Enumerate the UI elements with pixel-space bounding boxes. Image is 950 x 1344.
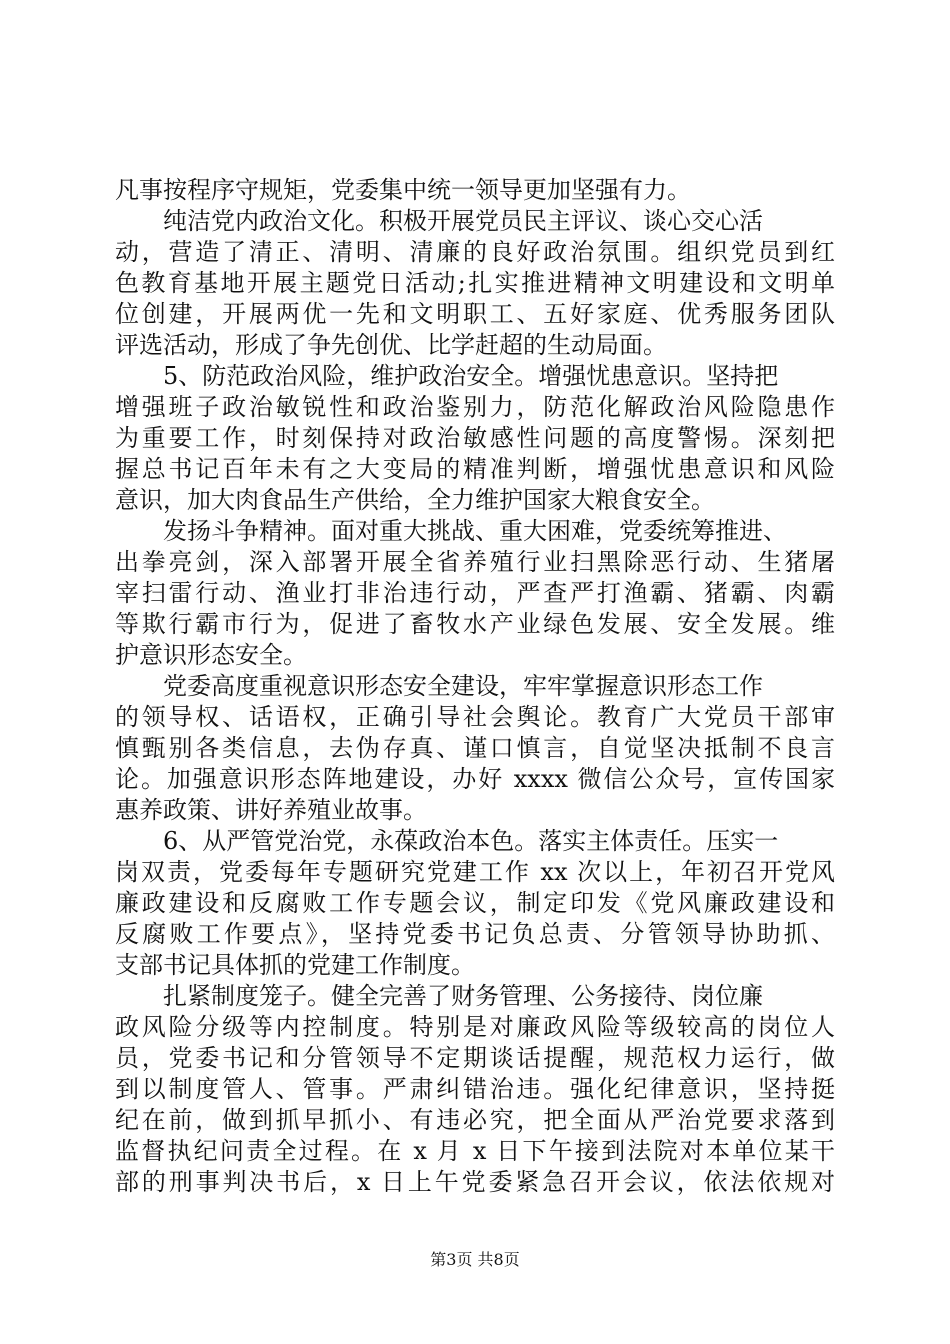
text-line: 凡事按程序守规矩，党委集中统一领导更加坚强有力。 (115, 176, 691, 204)
text-line: 5、防范政治风险，维护政治安全。增强忧患意识。坚持把 (115, 362, 779, 390)
text-line: 惠养政策、讲好养殖业故事。 (115, 796, 427, 824)
text-line: 等欺行霸市行为，促进了畜牧水产业绿色发展、安全发展。维 (115, 610, 835, 638)
text-line: 党委高度重视意识形态安全建设，牢牢掌握意识形态工作 (115, 672, 763, 700)
text-line: 支部书记具体抓的党建工作制度。 (115, 951, 475, 979)
text-line: 政风险分级等内控制度。特别是对廉政风险等级较高的岗位人 (115, 1013, 835, 1041)
text-line: 宰扫雷行动、渔业打非治违行动，严查严打渔霸、猪霸、肉霸 (115, 579, 835, 607)
text-line: 发扬斗争精神。面对重大挑战、重大困难，党委统筹推进、 (115, 517, 787, 545)
text-line: 反腐败工作要点》，坚持党委书记负总责、分管领导协助抓、 (115, 920, 835, 948)
text-line: 岗双责，党委每年专题研究党建工作 xx 次以上，年初召开党风 (115, 858, 835, 886)
text-line: 纪在前，做到抓早抓小、有违必究，把全面从严治党要求落到 (115, 1106, 835, 1134)
text-line: 员，党委书记和分管领导不定期谈话提醒，规范权力运行，做 (115, 1044, 835, 1072)
text-line: 6、从严管党治党，永葆政治本色。落实主体责任。压实一 (115, 827, 779, 855)
text-line: 纯洁党内政治文化。积极开展党员民主评议、谈心交心活 (115, 207, 763, 235)
text-line: 为重要工作，时刻保持对政治敏感性问题的高度警惕。深刻把 (115, 424, 835, 452)
text-line: 动，营造了清正、清明、清廉的良好政治氛围。组织党员到红 (115, 238, 835, 266)
text-line: 廉政建设和反腐败工作专题会议，制定印发《党风廉政建设和 (115, 889, 835, 917)
text-line: 监督执纪问责全过程。在 x 月 x 日下午接到法院对本单位某干 (115, 1137, 835, 1165)
text-line: 位创建，开展两优一先和文明职工、五好家庭、优秀服务团队 (115, 300, 835, 328)
page-number-footer: 第3页 共8页 (430, 1250, 520, 1269)
text-line: 论。加强意识形态阵地建设，办好 xxxx 微信公众号，宣传国家 (115, 765, 835, 793)
text-line: 扎紧制度笼子。健全完善了财务管理、公务接待、岗位廉 (115, 982, 763, 1010)
text-line: 到以制度管人、管事。严肃纠错治违。强化纪律意识，坚持挺 (115, 1075, 835, 1103)
text-line: 评选活动，形成了争先创优、比学赶超的生动局面。 (115, 331, 667, 359)
text-line: 色教育基地开展主题党日活动;扎实推进精神文明建设和文明单 (115, 269, 835, 297)
text-line: 护意识形态安全。 (115, 641, 307, 669)
text-line: 意识，加大肉食品生产供给，全力维护国家大粮食安全。 (115, 486, 715, 514)
text-line: 出拳亮剑，深入部署开展全省养殖行业扫黑除恶行动、生猪屠 (115, 548, 835, 576)
text-line: 部的刑事判决书后，x 日上午党委紧急召开会议，依法依规对 (115, 1168, 835, 1196)
text-line: 握总书记百年未有之大变局的精准判断，增强忧患意识和风险 (115, 455, 835, 483)
text-line: 增强班子政治敏锐性和政治鉴别力，防范化解政治风险隐患作 (115, 393, 835, 421)
text-line: 的领导权、话语权，正确引导社会舆论。教育广大党员干部审 (115, 703, 835, 731)
text-line: 慎甄别各类信息，去伪存真、谨口慎言，自觉坚决抵制不良言 (115, 734, 835, 762)
